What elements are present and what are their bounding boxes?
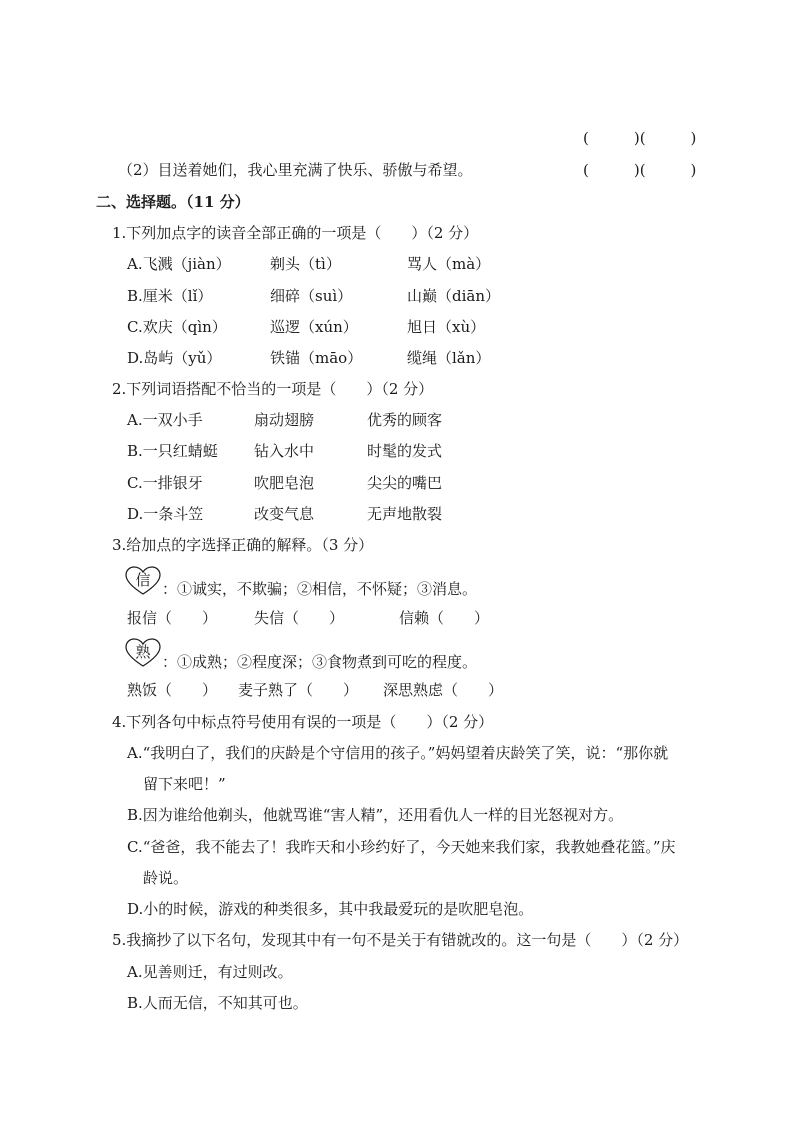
- q2-option-b-col3: 时髦的发式: [367, 442, 443, 460]
- q3-item-maizi: 麦子熟了（ ）: [238, 681, 359, 699]
- q4-option-a-line1: A.“我明白了，我们的庆龄是个守信用的孩子。”妈妈望着庆龄笑了笑，说：“那你就: [127, 744, 669, 762]
- q2-option-c-col2: 吹肥皂泡: [254, 474, 315, 492]
- section-title: 二、选择题。（11 分）: [96, 193, 250, 211]
- q1-option-d-col3: 缆绳（lǎn）: [407, 349, 491, 367]
- heart-char-shu-label: 熟: [135, 643, 151, 661]
- q2-option-b-col1: B.一只红蜻蜓: [127, 442, 218, 460]
- q1-option-c-col2: 巡逻（xún）: [270, 318, 358, 336]
- q4-option-a-line2: 留下来吧！”: [143, 775, 226, 793]
- q1-option-b-col3: 山巅（diān）: [407, 287, 501, 305]
- part1-question-2: （2）目送着她们，我心里充满了快乐、骄傲与希望。: [118, 161, 473, 179]
- q2-stem: 2.下列词语搭配不恰当的一项是（ ）（2 分）: [112, 380, 434, 398]
- q4-option-b: B.因为谁给他剃头，他就骂谁“害人精”，还用看仇人一样的目光怒视对方。: [127, 806, 624, 824]
- heart-char-xin: [124, 566, 162, 596]
- q2-option-d-col2: 改变气息: [254, 505, 315, 523]
- q2-option-a-col2: 扇动翅膀: [254, 411, 315, 429]
- q2-option-a-col1: A.一双小手: [127, 411, 203, 429]
- q3-item-shufan: 熟饭（ ）: [127, 681, 218, 699]
- q1-option-b-col1: B.厘米（lǐ）: [127, 287, 213, 305]
- q1-option-b-col2: 细碎（suì）: [270, 287, 353, 305]
- q4-option-c-line1: C.“爸爸，我不能去了！我昨天和小珍约好了，今天她来我们家，我教她叠花篮。”庆: [127, 838, 676, 856]
- q3-stem: 3.给加点的字选择正确的解释。（3 分）: [112, 536, 374, 554]
- q3-item-shixin: 失信（ ）: [254, 609, 345, 627]
- q1-option-c-col1: C.欢庆（qìn）: [127, 318, 227, 336]
- q4-stem: 4.下列各句中标点符号使用有误的一项是（ ）（2 分）: [112, 713, 494, 731]
- q2-option-a-col3: 优秀的顾客: [367, 411, 443, 429]
- q1-option-a-col2: 剃头（tì）: [270, 255, 341, 273]
- q1-option-a-col1: A.飞溅（jiàn）: [127, 255, 231, 273]
- heart-char-xin-label: 信: [135, 571, 151, 589]
- q3-item-shensi: 深思熟虑（ ）: [383, 681, 504, 699]
- q4-option-c-line2: 龄说。: [143, 869, 189, 887]
- heart-char-shu: [124, 638, 162, 668]
- q2-option-c-col3: 尖尖的嘴巴: [367, 474, 443, 492]
- q5-option-a: A.见善则迁，有过则改。: [127, 963, 293, 981]
- q1-option-d-col1: D.岛屿（yǔ）: [127, 349, 222, 367]
- q3-item-xinlai: 信赖（ ）: [399, 609, 490, 627]
- q4-option-d: D.小的时候，游戏的种类很多，其中我最爱玩的是吹肥皂泡。: [127, 900, 534, 918]
- answer-brackets-row2: ( )( ): [583, 161, 697, 179]
- q3-definition-shu: ：①成熟；②程度深；③食物煮到可吃的程度。: [162, 653, 478, 671]
- q1-option-d-col2: 铁锚（māo）: [270, 349, 363, 367]
- q2-option-d-col1: D.一条斗笠: [127, 505, 204, 523]
- q5-stem: 5.我摘抄了以下名句，发现其中有一句不是关于有错就改的。这一句是（ ）（2 分）: [112, 931, 689, 949]
- q1-option-c-col3: 旭日（xù）: [407, 318, 486, 336]
- q2-option-c-col1: C.一排银牙: [127, 474, 203, 492]
- q3-item-baoxin: 报信（ ）: [127, 609, 218, 627]
- q3-definition-xin: ：①诚实，不欺骗；②相信，不怀疑；③消息。: [162, 580, 478, 598]
- q1-option-a-col3: 骂人（mà）: [407, 255, 491, 273]
- q2-option-d-col3: 无声地散裂: [367, 505, 443, 523]
- q5-option-b: B.人而无信，不知其可也。: [127, 994, 308, 1012]
- q2-option-b-col2: 钻入水中: [254, 442, 315, 460]
- answer-brackets-row1: ( )( ): [583, 129, 697, 147]
- q1-stem: 1.下列加点字的读音全部正确的一项是（ ）（2 分）: [112, 224, 479, 242]
